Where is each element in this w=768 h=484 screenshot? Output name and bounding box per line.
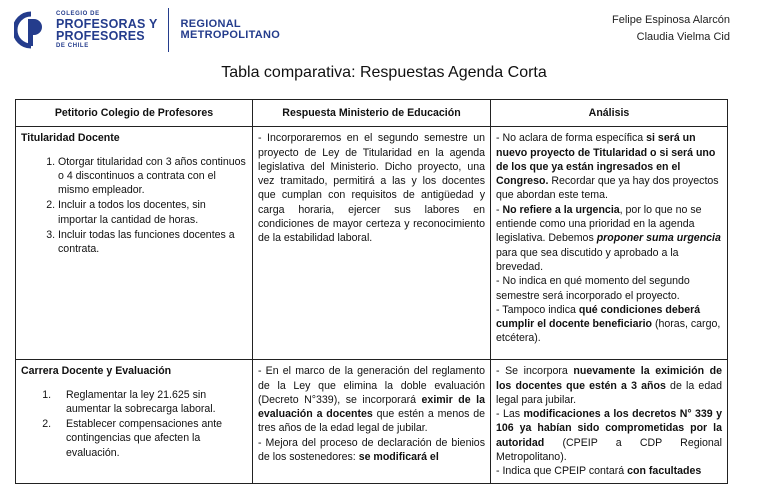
- analysis-paragraph: - No indica en qué momento del segundo semestre será incorporado el proyecto.: [496, 275, 690, 302]
- list-item: 2. Incluir a todos los docentes, sin importar la cantidad de horas.: [58, 198, 247, 227]
- analisis-cell: [491, 360, 728, 483]
- analysis-paragraph: - Indica que CPEIP contará con facultades: [496, 465, 702, 478]
- header-petitorio: Petitorio Colegio de Profesores: [16, 100, 253, 127]
- table-row: [16, 360, 728, 483]
- response-text: - Incorporaremos en el segundo semestre un proyecto de Ley de Titularidad en la agenda legislativa del Ministerio. Dicho proyecto, una vez tramitado, permitirá a las y los docentes que cumplan con requisitos de antigüedad y carga horaria, ejercer sus labores en condiciones de mayor certeza y reconocimiento de la estabilidad laboral.: [257, 132, 485, 245]
- analysis-paragraph: - Se incorpora nuevamente la eximición de los docentes que estén a 3 años de la edad legal para jubilar.: [496, 365, 723, 406]
- colegio-logo-icon: [14, 11, 48, 49]
- logo-text: [56, 10, 158, 50]
- response-paragraph: - Mejora del proceso de declaración de bienios de los sostenedores: se modificará el: [257, 436, 485, 464]
- analisis-cell: [491, 127, 728, 360]
- authors: [612, 12, 730, 46]
- header-analisis: Análisis: [491, 100, 728, 127]
- response-paragraph: - En el marco de la generación del reglamento de la Ley que elimina la doble evaluación (Decreto N°339), se incorporará eximir de la evaluación a docentes que estén a menos de tres años de la edad legal de jubilar.: [257, 365, 486, 435]
- region-text: [181, 19, 281, 41]
- author-1: Felipe Espinosa Alarcón: [611, 14, 730, 26]
- logo: [14, 8, 280, 52]
- petitorio-list: [21, 155, 247, 257]
- petitorio-cell: [16, 127, 253, 360]
- table-row: [16, 127, 728, 360]
- section-title: Titularidad Docente: [21, 132, 120, 145]
- logo-divider: [168, 8, 169, 52]
- logo-line-2: PROFESORAS Y: [56, 17, 158, 31]
- respuesta-cell: [252, 127, 490, 360]
- logo-line-1: COLEGIO DE: [56, 11, 100, 17]
- respuesta-cell: [252, 360, 490, 483]
- table-header-row: [16, 100, 728, 127]
- analysis-paragraph: - No aclara de forma específica si será un nuevo proyecto de Titularidad o si será uno de los que ya están ingresados en el Congreso. Recordar que ya hay dos proyectos que abordan este tema.: [496, 132, 719, 202]
- logo-line-3: PROFESORES: [56, 29, 145, 43]
- region-line-1: REGIONAL: [180, 18, 241, 30]
- region-line-2: METROPOLITANO: [180, 29, 281, 41]
- analysis-paragraph: - No refiere a la urgencia, por lo que no se entiende como una prioridad en la agenda legislativa. Debemos proponer suma urgencia para que sea discutido y aprobado a la brevedad.: [496, 203, 721, 273]
- document-title: Tabla comparativa: Respuestas Agenda Corta: [221, 64, 547, 81]
- list-item: 1. Otorgar titularidad con 3 años continuos o 4 discontinuos a contrata con el mismo empleador.: [58, 155, 247, 198]
- comparison-table: [15, 99, 728, 484]
- petitorio-cell: [16, 360, 253, 483]
- list-item: 1. Reglamentar la ley 21.625 sin aumentar la sobrecarga laboral.: [54, 388, 247, 417]
- analysis-paragraph: - Las modificaciones a los decretos N° 339 y 106 ya habían sido comprometidas por la autoridad (CPEIP a CDP Regional Metropolitano).: [496, 408, 723, 464]
- header-respuesta: Respuesta Ministerio de Educación: [252, 100, 490, 127]
- list-item: 3. Incluir todas las funciones docentes a contrata.: [58, 228, 247, 257]
- logo-line-4: DE CHILE: [56, 43, 89, 49]
- author-2: Claudia Vielma Cid: [636, 31, 730, 43]
- list-item: 2. Establecer compensaciones ante contingencias que afecten la evaluación.: [54, 417, 247, 460]
- analysis-paragraph: - Tampoco indica qué condiciones deberá cumplir el docente beneficiario (horas, cargo, etcétera).: [496, 303, 721, 345]
- petitorio-list: [21, 388, 247, 460]
- section-title: Carrera Docente y Evaluación: [21, 365, 172, 378]
